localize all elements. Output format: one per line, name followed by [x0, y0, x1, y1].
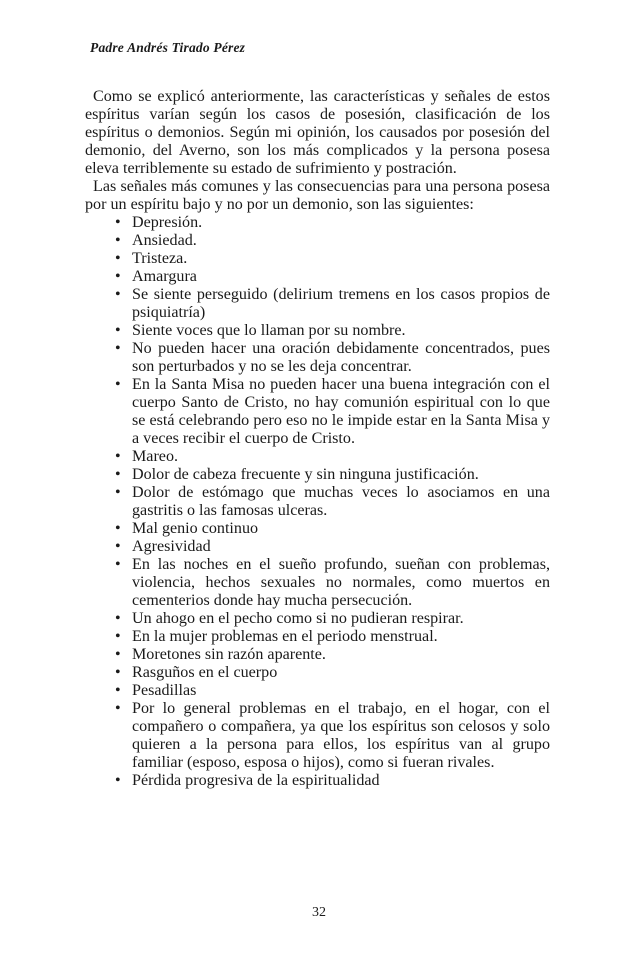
list-item: • Dolor de estómago que muchas veces lo asociamos en una gastritis o las famosas ulceras. [115, 484, 550, 520]
list-item: • Mal genio continuo [115, 520, 550, 538]
list-item: • En la mujer problemas en el periodo menstrual. [115, 628, 550, 646]
list-item: • Dolor de cabeza frecuente y sin ninguna justificación. [115, 466, 550, 484]
list-item: • Pérdida progresiva de la espiritualidad [115, 772, 550, 790]
paragraph: Las señales más comunes y las consecuencias para una persona posesa por un espíritu bajo y no por un demonio, son las siguientes: [85, 178, 550, 213]
list-item: • Mareo. [115, 448, 550, 466]
list-item: • En las noches en el sueño profundo, sueñan con problemas, violencia, hechos sexuales no normales, como muertos en cementerios donde hay mucha persecución. [115, 556, 550, 610]
page-number: 32 [312, 905, 326, 920]
list-item: • Siente voces que lo llaman por su nombre. [115, 322, 550, 340]
list-item: • Un ahogo en el pecho como si no pudieran respirar. [115, 610, 550, 628]
running-header: Padre Andrés Tirado Pérez [90, 40, 246, 55]
list-item: • Agresividad [115, 538, 550, 556]
list-item: • En la Santa Misa no pueden hacer una buena integración con el cuerpo Santo de Cristo, no hay comunión espiritual con lo que se está celebrando pero eso no le impide estar en la Santa Misa y a veces recibir el cuerpo de Cristo. [115, 376, 550, 448]
list-item: • Amargura [115, 268, 550, 286]
list-item: • Tristeza. [115, 250, 550, 268]
list-item: • No pueden hacer una oración debidamente concentrados, pues son perturbados y no se les deja concentrar. [115, 340, 550, 376]
list-item: • Pesadillas [115, 682, 550, 700]
list-item: • Por lo general problemas en el trabajo, en el hogar, con el compañero o compañera, ya que los espíritus son celosos y solo quieren a la persona para ellos, los espíritus van al grupo familiar (esposo, esposa o hijos), como si fueran rivales. [115, 700, 550, 772]
symptom-list [85, 214, 550, 790]
list-item: • Depresión. [115, 214, 550, 232]
list-item: • Ansiedad. [115, 232, 550, 250]
list-item: • Se siente perseguido (delirium tremens en los casos propios de psiquiatría) [115, 286, 550, 322]
paragraph: Como se explicó anteriormente, las características y señales de estos espíritus varían según los casos de posesión, clasificación de los espíritus o demonios. Según mi opinión, los causados por posesión del demonio, del Averno, son los más complicados y la persona posesa eleva terriblemente su estado de sufrimiento y postración. [85, 88, 550, 177]
list-item: • Moretones sin razón aparente. [115, 646, 550, 664]
list-item: • Rasguños en el cuerpo [115, 664, 550, 682]
page-body [85, 88, 550, 790]
